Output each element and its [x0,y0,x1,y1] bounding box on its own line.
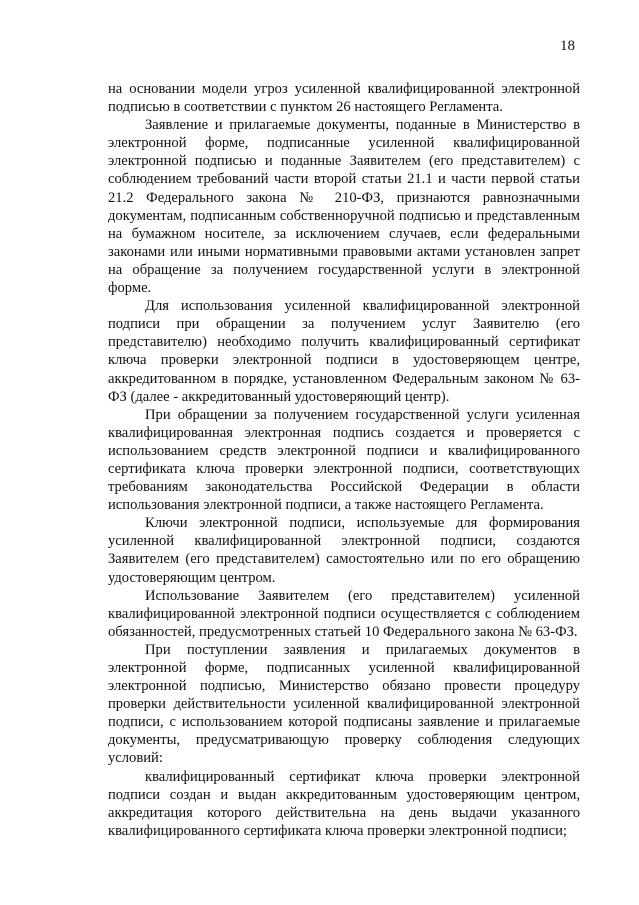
paragraph: Ключи электронной подписи, используемые для формирования усиленной квалифицированной электронной подписи, создаются Заявителем (его представителем) самостоятельно или по его обращению удостоверяющим центром. [108,515,580,586]
paragraph: Для использования усиленной квалифицированной электронной подписи при обращении за получением услуг Заявителю (его представителю) необходимо получить квалифицированный сертификат ключа проверки электронной подписи в удостоверяющем центре, аккредитованном в порядке, установленном Федеральным законом № 63-ФЗ (далее - аккредитованный удостоверяющий центр). [108,298,580,405]
paragraph: на основании модели угроз усиленной квалифицированной электронной подписью в соответствии с пунктом 26 настоящего Регламента. [108,81,580,116]
paragraph: Использование Заявителем (его представителем) усиленной квалифицированной электронной подписи осуществляется с соблюдением обязанностей, предусмотренных статьей 10 Федерального закона № 63-ФЗ. [108,587,580,640]
paragraph: При поступлении заявления и прилагаемых документов в электронной форме, подписанных усиленной квалифицированной электронной подписью, Министерство обязано провести процедуру проверки действительности усиленной квалифицированной электронной подписи, с использованием которой подписаны заявление и прилагаемые документы, предусматривающую проверку соблюдения следующих условий: [108,641,580,767]
paragraph: квалифицированный сертификат ключа проверки электронной подписи создан и выдан аккредитованным удостоверяющим центром, аккредитация которого действительна на день выдачи указанного квалифицированного сертификата ключа проверки электронной подписи; [108,768,580,839]
paragraph: Заявление и прилагаемые документы, поданные в Министерство в электронной форме, подписанные усиленной квалифицированной электронной подписью и поданные Заявителем (его представителем) с соблюдением требований части второй статьи 21.1 и части первой статьи 21.2 Федерального закона № 210-ФЗ, признаются равнозначными документам, подписанным собственноручной подписью и представленным на бумажном носителе, за исключением случаев, если федеральными законами или иными нормативными правовыми актами установлен запрет на обращение за получением государственной услуги в электронной форме. [108,117,580,297]
paragraph: При обращении за получением государственной услуги усиленная квалифицированная электронная подпись создается и проверяется с использованием средств электронной подписи и квалифицированного сертификата ключа проверки электронной подписи, соответствующих требованиям законодательства Российской Федерации в области использования электронной подписи, а также настоящего Регламента. [108,406,580,514]
page-number: 18 [560,38,575,54]
document-body [108,80,580,840]
